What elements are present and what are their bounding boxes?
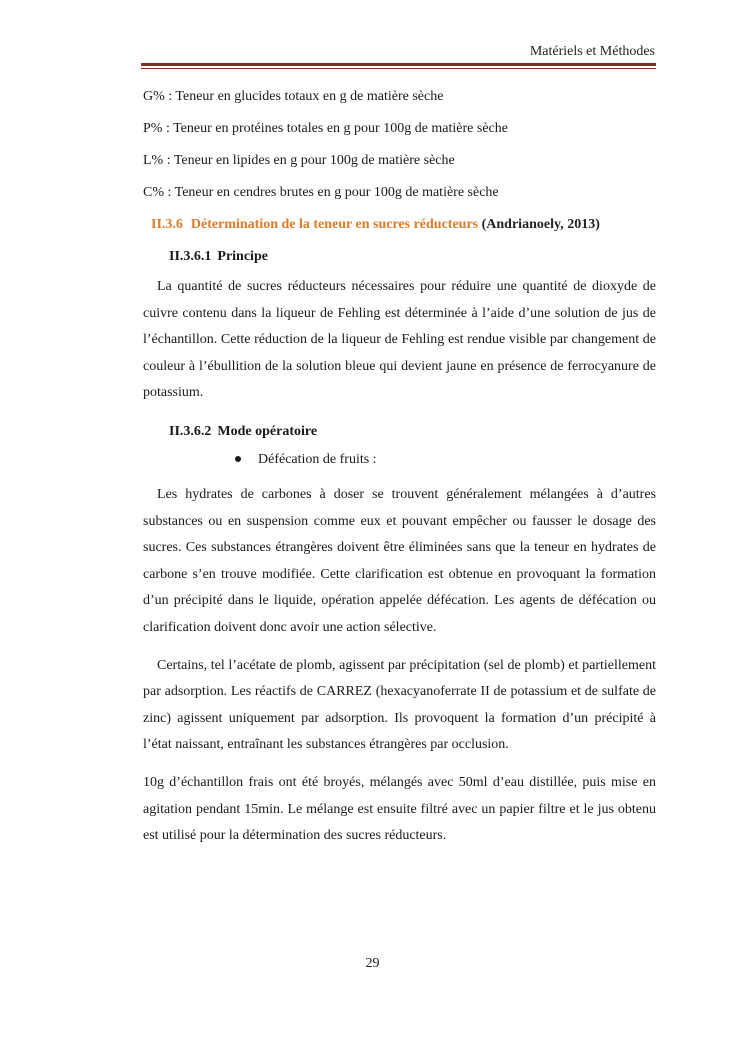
header-rule-thin xyxy=(141,68,656,69)
subsection-principe-title: Principe xyxy=(217,249,268,264)
running-header-title: Matériels et Méthodes xyxy=(529,44,655,59)
definition-lipides: L% : Teneur en lipides en g pour 100g de matière sèche xyxy=(143,153,455,168)
subsection-principe-number: II.3.6.1 xyxy=(169,249,212,264)
page-number: 29 xyxy=(365,956,380,971)
principe-paragraph: La quantité de sucres réducteurs nécessaires pour réduire une quantité de dioxyde de cuivre contenu dans la liqueur de Fehling est déterminée à l’aide d’une solution de jus de l’échantillon. Cette réduction de la liqueur de Fehling est rendue visible par changement de couleur à l’ébullition de la solution bleue qui devient jaune en présence de ferrocyanure de potassium. xyxy=(143,279,656,401)
procedure-paragraph-3: 10g d’échantillon frais ont été broyés, mélangés avec 50ml d’eau distillée, puis mise en agitation pendant 15min. Le mélange est ensuite filtré avec un papier filtre et le jus obtenu est utilisé pour la détermination des sucres réducteurs. xyxy=(143,774,656,844)
section-reference: (Andrianoely, 2013) xyxy=(481,217,600,232)
bullet-item-defecation xyxy=(235,449,656,470)
bullet-text: Défécation de fruits : xyxy=(258,451,377,467)
bullet-dot-icon xyxy=(235,456,241,462)
subsection-mode-number: II.3.6.2 xyxy=(169,423,212,439)
procedure-paragraph-1: Les hydrates de carbones à doser se trouvent généralement mélangées à d’autres substances ou en suspension comme eux et pouvant empêcher ou fausser le dosage des sucres. Ces substances étrangères doivent être éliminées sans que la teneur en hydrates de carbone s’en trouve modifiée. Cette clarification est obtenue en provoquant la formation d’un précipité dans le liquide, opération appelée défécation. Les agents de défécation ou clarification doivent donc avoir une action sélective. xyxy=(143,486,656,635)
section-heading xyxy=(151,214,656,235)
header-rule-thick xyxy=(141,63,656,66)
subsection-principe-heading xyxy=(169,246,656,267)
subsection-mode-heading xyxy=(169,421,656,442)
subsection-mode-title: Mode opératoire xyxy=(217,423,318,439)
definition-glucides: G% : Teneur en glucides totaux en g de matière sèche xyxy=(143,89,444,104)
definition-cendres: C% : Teneur en cendres brutes en g pour 100g de matière sèche xyxy=(143,185,499,200)
section-title: Détermination de la teneur en sucres réducteurs xyxy=(190,217,479,232)
procedure-paragraph-2: Certains, tel l’acétate de plomb, agissent par précipitation (sel de plomb) et partiellement par adsorption. Les réactifs de CARREZ (hexacyanoferrate II de potassium et de sulfate de zinc) agissent uniquement par adsorption. Ils provoquent la formation d’un précipité à l’état naissant, entraînant les substances étrangères par occlusion. xyxy=(143,657,656,753)
definition-proteines: P% : Teneur en protéines totales en g pour 100g de matière sèche xyxy=(143,121,508,136)
page-content xyxy=(143,86,656,861)
section-number: II.3.6 xyxy=(151,217,183,232)
